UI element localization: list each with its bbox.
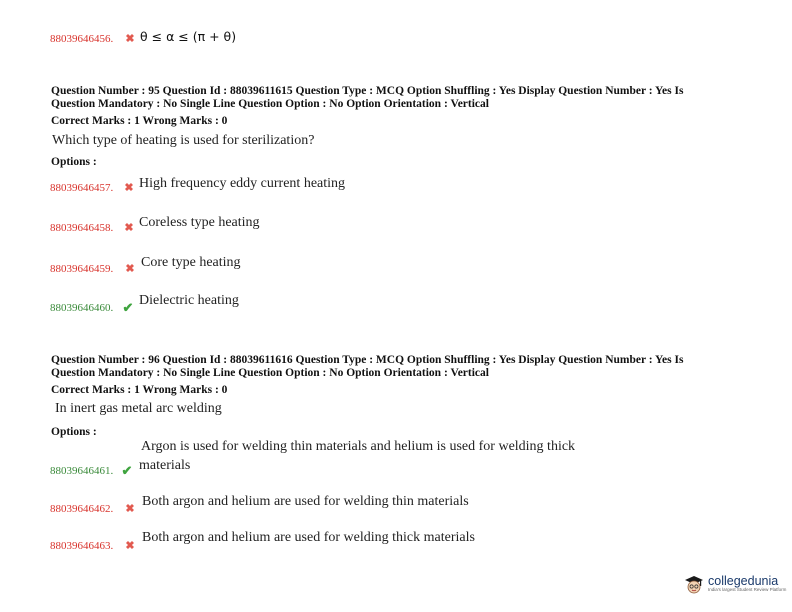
cross-icon: ✖ bbox=[124, 182, 134, 194]
option-text: Both argon and helium are used for welding thick materials bbox=[142, 530, 475, 545]
option-id: 88039646459. bbox=[50, 263, 114, 275]
option-text: High frequency eddy current heating bbox=[139, 176, 346, 191]
cross-icon: ✖ bbox=[125, 540, 135, 552]
option-text: Coreless type heating bbox=[139, 215, 260, 230]
option-text-line1: Argon is used for welding thin materials and helium is used for welding thick bbox=[141, 439, 576, 454]
option-id: 88039646460. bbox=[50, 302, 114, 314]
option-formula: θ ≤ α ≤ (π + θ) bbox=[140, 29, 237, 44]
option-text: Both argon and helium are used for welding thin materials bbox=[142, 494, 469, 509]
option-id: 88039646462. bbox=[50, 503, 114, 515]
logo-tagline: India's largest Student Review Platform bbox=[708, 587, 787, 592]
question-text: Which type of heating is used for sterilization? bbox=[52, 133, 315, 148]
option-id: 88039646463. bbox=[50, 540, 114, 552]
cross-icon: ✖ bbox=[125, 263, 135, 275]
question-meta-line1: Question Number : 95 Question Id : 88039611615 Question Type : MCQ Option Shuffling : Yes Display Question Number : Yes Is bbox=[51, 85, 684, 97]
option-id: 88039646457. bbox=[50, 182, 114, 194]
question-meta-line1: Question Number : 96 Question Id : 88039611616 Question Type : MCQ Option Shuffling : Yes Display Question Number : Yes Is bbox=[51, 354, 684, 366]
options-label: Options : bbox=[51, 426, 97, 438]
graduate-mascot-icon bbox=[683, 573, 705, 595]
option-id: 88039646458. bbox=[50, 222, 114, 234]
option-text-line2: materials bbox=[139, 458, 191, 473]
cross-icon: ✖ bbox=[124, 222, 134, 234]
question-marks: Correct Marks : 1 Wrong Marks : 0 bbox=[51, 115, 228, 127]
question-marks: Correct Marks : 1 Wrong Marks : 0 bbox=[51, 384, 228, 396]
option-id: 88039646456. bbox=[50, 33, 114, 45]
cross-icon: ✖ bbox=[125, 503, 135, 515]
question-meta-line2: Question Mandatory : No Single Line Question Option : No Option Orientation : Vertical bbox=[51, 367, 489, 379]
collegedunia-logo bbox=[683, 573, 786, 595]
question-meta-line2: Question Mandatory : No Single Line Question Option : No Option Orientation : Vertical bbox=[51, 98, 489, 110]
check-icon: ✔ bbox=[122, 300, 134, 315]
option-text: Core type heating bbox=[141, 255, 241, 270]
question-text: In inert gas metal arc welding bbox=[55, 401, 222, 416]
logo-name: collegedunia bbox=[708, 574, 779, 588]
options-label: Options : bbox=[51, 156, 97, 168]
option-text: Dielectric heating bbox=[139, 293, 239, 308]
check-icon: ✔ bbox=[121, 463, 133, 478]
option-id: 88039646461. bbox=[50, 465, 114, 477]
cross-icon: ✖ bbox=[125, 33, 135, 45]
